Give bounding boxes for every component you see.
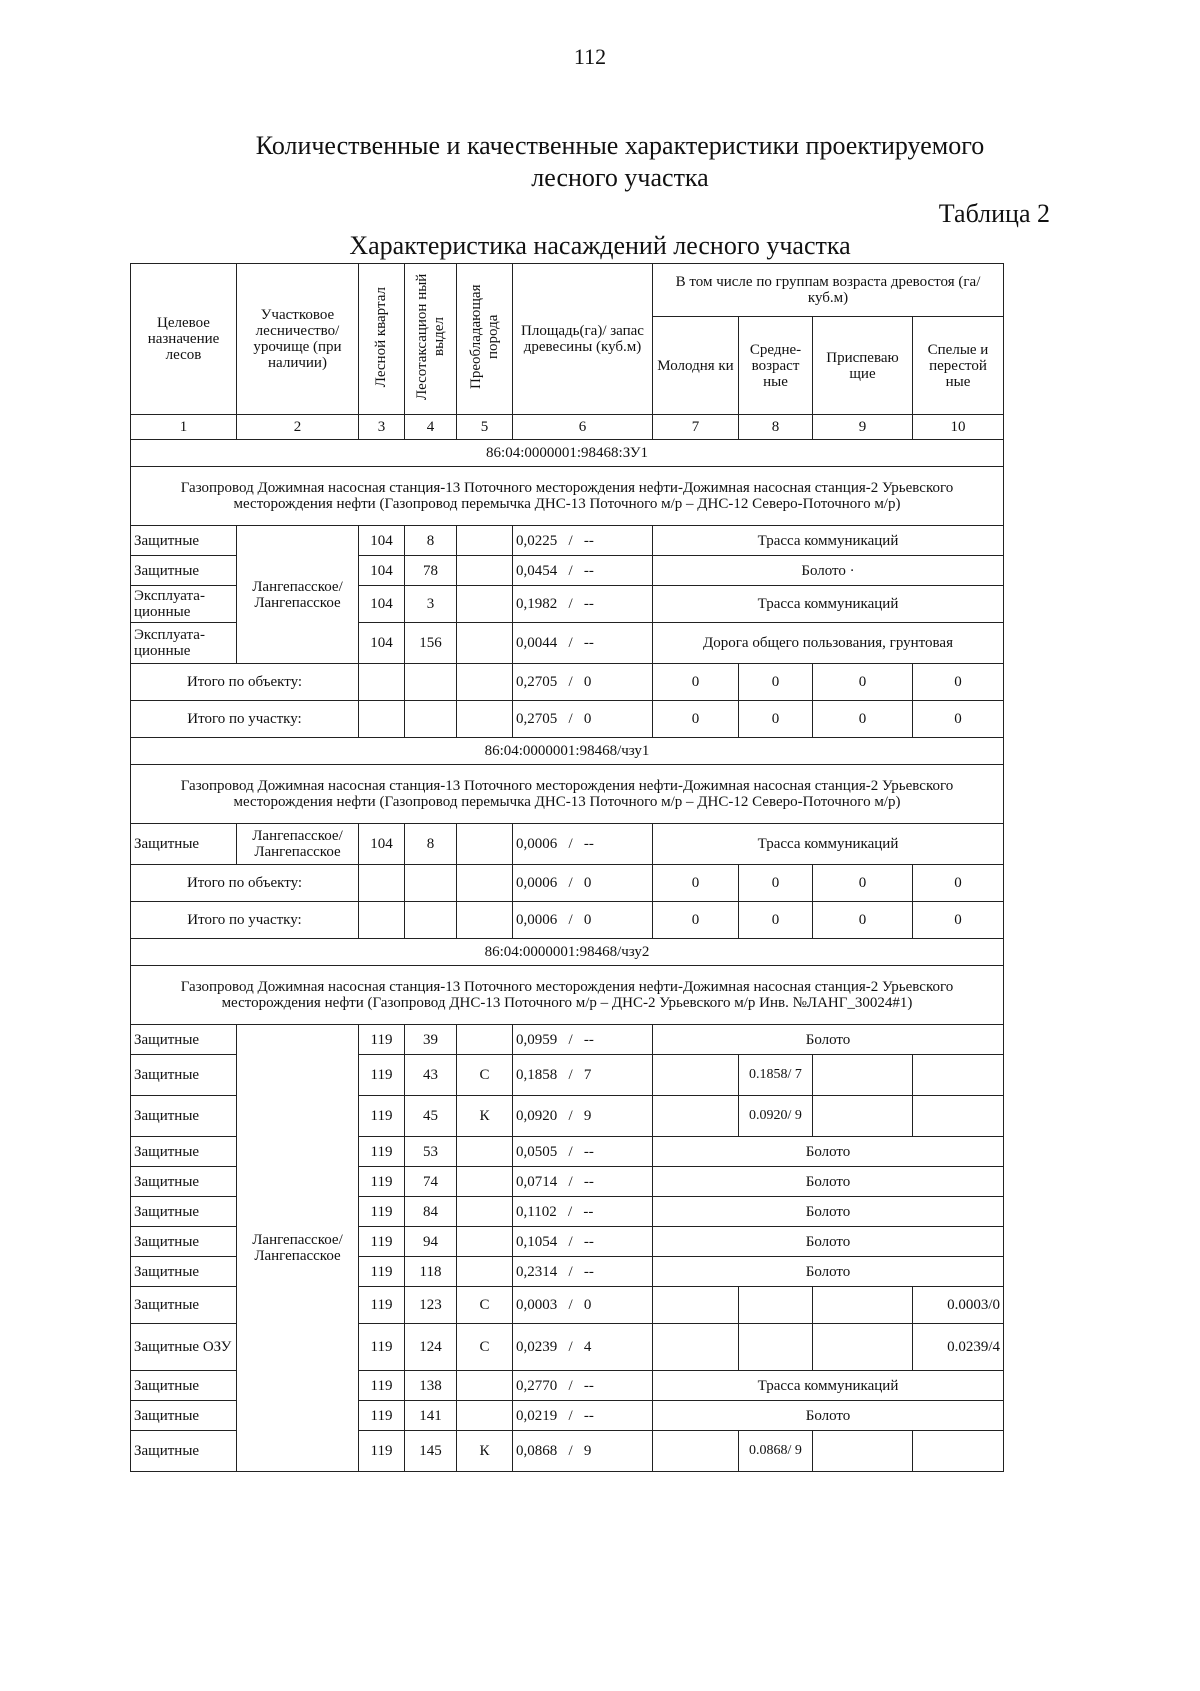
quarter-cell: 119 [359,1197,405,1227]
column-number: 3 [359,415,405,440]
species-cell [457,1197,513,1227]
empty-cell [457,664,513,701]
object-description-row [131,467,1004,526]
species-cell [457,1137,513,1167]
section-code-row [131,939,1004,966]
note-cell: Болото [653,1167,1004,1197]
allotment-cell: 8 [405,526,457,556]
purpose-cell: Защитные [131,1431,237,1472]
area-volume-cell: 0,2770 / -- [513,1371,653,1401]
total-label: Итого по участку: [131,902,359,939]
note-cell: Дорога общего пользования, грунтовая [653,623,1004,664]
area-volume-cell: 0,0044 / -- [513,623,653,664]
maturing-cell [813,1287,913,1324]
header-mature: Спелые и перестой ные [913,317,1004,415]
total-site-row [131,701,1004,738]
species-cell [457,623,513,664]
middle-aged-cell: 0.0868/ 9 [739,1431,813,1472]
column-numbers-row [131,415,1004,440]
purpose-cell: Эксплуата-ционные [131,586,237,623]
mature-cell [913,1096,1004,1137]
young-cell [653,1055,739,1096]
column-number: 5 [457,415,513,440]
quarter-cell: 104 [359,526,405,556]
mature-cell: 0.0239/4 [913,1324,1004,1371]
quarter-cell: 119 [359,1431,405,1472]
maturing-cell [813,1324,913,1371]
column-number: 6 [513,415,653,440]
quarter-cell: 104 [359,623,405,664]
quarter-cell: 119 [359,1371,405,1401]
middle-aged-cell: 0.1858/ 7 [739,1055,813,1096]
empty-cell [457,701,513,738]
column-number: 9 [813,415,913,440]
allotment-cell: 145 [405,1431,457,1472]
purpose-cell: Защитные [131,824,237,865]
header-maturing: Приспеваю щие [813,317,913,415]
purpose-cell: Защитные [131,526,237,556]
area-volume-cell: 0,1858 / 7 [513,1055,653,1096]
header-quarter: Лесной квартал [359,264,405,415]
empty-cell [359,701,405,738]
quarter-cell: 119 [359,1055,405,1096]
section-code-row [131,440,1004,467]
header-young: Молодня ки [653,317,739,415]
purpose-cell: Защитные [131,1167,237,1197]
area-volume-cell: 0,0920 / 9 [513,1096,653,1137]
area-volume-cell: 0,1054 / -- [513,1227,653,1257]
header-forestry: Участковое лесничество/ урочище (при наличии) [237,264,359,415]
young-cell [653,1096,739,1137]
empty-cell [405,902,457,939]
species-cell: К [457,1096,513,1137]
allotment-cell: 8 [405,824,457,865]
total-area-volume: 0,2705 / 0 [513,664,653,701]
quarter-cell: 104 [359,824,405,865]
total-mature: 0 [913,701,1004,738]
quarter-cell: 119 [359,1167,405,1197]
page-number: 112 [573,44,607,69]
column-number: 1 [131,415,237,440]
species-cell [457,1025,513,1055]
total-young: 0 [653,902,739,939]
species-cell [457,1401,513,1431]
table-row [131,824,1004,865]
total-area-volume: 0,0006 / 0 [513,865,653,902]
cadastral-code: 86:04:0000001:98468:ЗУ1 [131,440,1004,467]
area-volume-cell: 0,1982 / -- [513,586,653,623]
cadastral-code: 86:04:0000001:98468/чзу2 [131,939,1004,966]
total-object-row [131,865,1004,902]
allotment-cell: 156 [405,623,457,664]
allotment-cell: 141 [405,1401,457,1431]
total-middle: 0 [739,865,813,902]
allotment-cell: 43 [405,1055,457,1096]
empty-cell [405,701,457,738]
area-volume-cell: 0,0505 / -- [513,1137,653,1167]
allotment-cell: 123 [405,1287,457,1324]
species-cell [457,586,513,623]
header-area-volume: Площадь(га)/ запас древесины (куб.м) [513,264,653,415]
mature-cell: 0.0003/0 [913,1287,1004,1324]
maturing-cell [813,1096,913,1137]
allotment-cell: 39 [405,1025,457,1055]
total-label: Итого по объекту: [131,865,359,902]
area-volume-cell: 0,0454 / -- [513,556,653,586]
purpose-cell: Защитные [131,1401,237,1431]
quarter-cell: 119 [359,1401,405,1431]
total-site-row [131,902,1004,939]
forestry-cell: Лангепасское/ Лангепасское [237,824,359,865]
total-maturing: 0 [813,902,913,939]
species-cell: С [457,1287,513,1324]
note-cell: Трасса коммуникаций [653,824,1004,865]
purpose-cell: Защитные [131,1025,237,1055]
allotment-cell: 124 [405,1324,457,1371]
quarter-cell: 119 [359,1137,405,1167]
quarter-cell: 104 [359,556,405,586]
note-cell: Трасса коммуникаций [653,1371,1004,1401]
table-label: Таблица 2 [938,199,1050,228]
maturing-cell [813,1431,913,1472]
area-volume-cell: 0,1102 / -- [513,1197,653,1227]
forest-characteristics-table [130,263,1004,1472]
note-cell: Болото [653,1227,1004,1257]
document-title [150,130,1090,194]
species-cell [457,1371,513,1401]
note-cell: Болото [653,1401,1004,1431]
area-volume-cell: 0,0219 / -- [513,1401,653,1431]
quarter-cell: 119 [359,1257,405,1287]
empty-cell [359,865,405,902]
total-middle: 0 [739,701,813,738]
total-area-volume: 0,0006 / 0 [513,902,653,939]
middle-aged-cell [739,1287,813,1324]
area-volume-cell: 0,2314 / -- [513,1257,653,1287]
note-cell: Трасса коммуникаций [653,586,1004,623]
quarter-cell: 119 [359,1287,405,1324]
purpose-cell: Защитные [131,1137,237,1167]
object-description-row [131,765,1004,824]
table-row [131,526,1004,556]
note-cell: Болото [653,1025,1004,1055]
quarter-cell: 119 [359,1025,405,1055]
empty-cell [405,664,457,701]
empty-cell [457,902,513,939]
forestry-cell: Лангепасское/ Лангепасское [237,526,359,664]
area-volume-cell: 0,0006 / -- [513,824,653,865]
total-mature: 0 [913,664,1004,701]
total-label: Итого по объекту: [131,664,359,701]
object-description: Газопровод Дожимная насосная станция-13 Поточного месторождения нефти-Дожимная насосная станция-2 Урьевского месторождения нефти (Газопровод перемычка ДНС-13 Поточного м/р – ДНС-12 Северо-Поточного м/р) [131,765,1004,824]
purpose-cell: Эксплуата-ционные [131,623,237,664]
allotment-cell: 118 [405,1257,457,1287]
total-young: 0 [653,664,739,701]
header-allotment: Лесотаксацион ный выдел [405,264,457,415]
object-description-row [131,966,1004,1025]
empty-cell [457,865,513,902]
note-cell: Трасса коммуникаций [653,526,1004,556]
total-maturing: 0 [813,664,913,701]
object-description: Газопровод Дожимная насосная станция-13 Поточного месторождения нефти-Дожимная насосная станция-2 Урьевского месторождения нефти (Газопровод ДНС-13 Поточного м/р – ДНС-2 Урьевского м/р Инв. №ЛАНГ_30024#1) [131,966,1004,1025]
allotment-cell: 53 [405,1137,457,1167]
total-mature: 0 [913,865,1004,902]
area-volume-cell: 0,0959 / -- [513,1025,653,1055]
object-description: Газопровод Дожимная насосная станция-13 Поточного месторождения нефти-Дожимная насосная станция-2 Урьевского месторождения нефти (Газопровод перемычка ДНС-13 Поточного м/р – ДНС-12 Северо-Поточного м/р) [131,467,1004,526]
table-row [131,1025,1004,1055]
species-cell [457,526,513,556]
total-area-volume: 0,2705 / 0 [513,701,653,738]
species-cell: С [457,1055,513,1096]
area-volume-cell: 0,0868 / 9 [513,1431,653,1472]
header-species: Преобладающая порода [457,264,513,415]
note-cell: Болото [653,1137,1004,1167]
total-middle: 0 [739,664,813,701]
young-cell [653,1431,739,1472]
column-number: 10 [913,415,1004,440]
area-volume-cell: 0,0714 / -- [513,1167,653,1197]
quarter-cell: 104 [359,586,405,623]
species-cell: С [457,1324,513,1371]
species-cell [457,824,513,865]
allotment-cell: 138 [405,1371,457,1401]
purpose-cell: Защитные [131,1257,237,1287]
total-young: 0 [653,701,739,738]
column-number: 7 [653,415,739,440]
empty-cell [405,865,457,902]
column-number: 4 [405,415,457,440]
middle-aged-cell: 0.0920/ 9 [739,1096,813,1137]
allotment-cell: 74 [405,1167,457,1197]
forestry-cell: Лангепасское/ Лангепасское [237,1025,359,1472]
purpose-cell: Защитные ОЗУ [131,1324,237,1371]
species-cell [457,1257,513,1287]
young-cell [653,1287,739,1324]
header-middle-aged: Средне-возраст ные [739,317,813,415]
empty-cell [359,902,405,939]
section-code-row [131,738,1004,765]
allotment-cell: 84 [405,1197,457,1227]
total-label: Итого по участку: [131,701,359,738]
purpose-cell: Защитные [131,1371,237,1401]
young-cell [653,1324,739,1371]
maturing-cell [813,1055,913,1096]
note-cell: Болото · [653,556,1004,586]
total-mature: 0 [913,902,1004,939]
total-object-row [131,664,1004,701]
purpose-cell: Защитные [131,556,237,586]
cadastral-code: 86:04:0000001:98468/чзу1 [131,738,1004,765]
total-middle: 0 [739,902,813,939]
mature-cell [913,1431,1004,1472]
purpose-cell: Защитные [131,1055,237,1096]
column-number: 8 [739,415,813,440]
quarter-cell: 119 [359,1096,405,1137]
area-volume-cell: 0,0239 / 4 [513,1324,653,1371]
column-number: 2 [237,415,359,440]
species-cell [457,1167,513,1197]
area-volume-cell: 0,0225 / -- [513,526,653,556]
title-line-2: лесного участка [531,163,709,192]
empty-cell [359,664,405,701]
allotment-cell: 3 [405,586,457,623]
total-young: 0 [653,865,739,902]
header-age-groups: В том числе по группам возраста древостоя (га/куб.м) [653,264,1004,317]
header-row-1 [131,264,1004,317]
mature-cell [913,1055,1004,1096]
header-purpose: Целевое назначение лесов [131,264,237,415]
total-maturing: 0 [813,865,913,902]
allotment-cell: 45 [405,1096,457,1137]
note-cell: Болото [653,1197,1004,1227]
species-cell [457,1227,513,1257]
quarter-cell: 119 [359,1324,405,1371]
purpose-cell: Защитные [131,1096,237,1137]
quarter-cell: 119 [359,1227,405,1257]
area-volume-cell: 0,0003 / 0 [513,1287,653,1324]
purpose-cell: Защитные [131,1197,237,1227]
purpose-cell: Защитные [131,1287,237,1324]
allotment-cell: 78 [405,556,457,586]
species-cell [457,556,513,586]
purpose-cell: Защитные [131,1227,237,1257]
total-maturing: 0 [813,701,913,738]
table-caption: Характеристика насаждений лесного участка [349,231,851,260]
title-line-1: Количественные и качественные характеристики проектируемого [255,131,985,160]
species-cell: К [457,1431,513,1472]
middle-aged-cell [739,1324,813,1371]
note-cell: Болото [653,1257,1004,1287]
allotment-cell: 94 [405,1227,457,1257]
